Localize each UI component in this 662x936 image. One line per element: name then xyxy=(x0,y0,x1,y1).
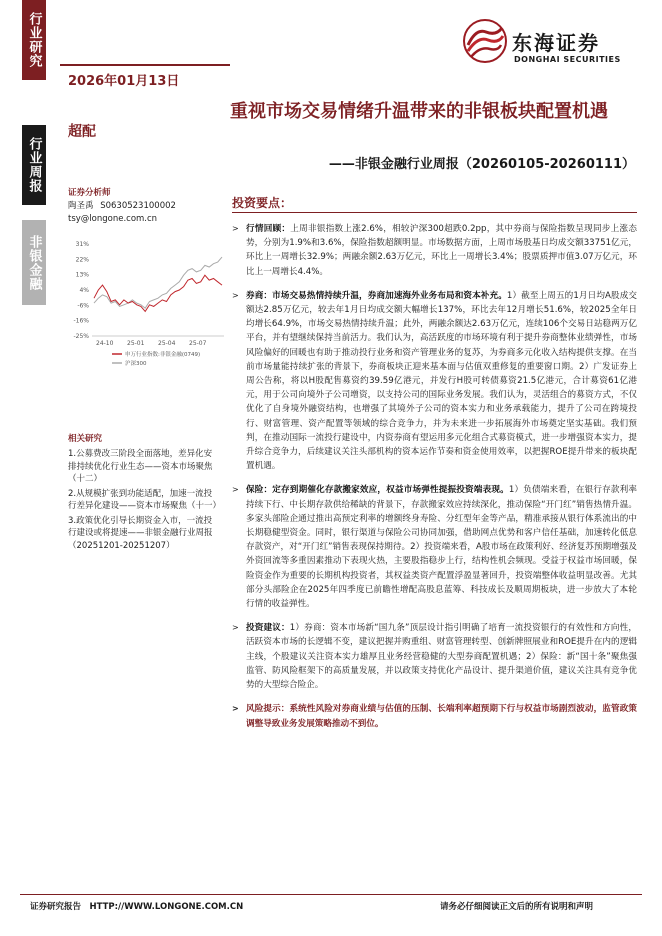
bullet-arrow-icon: > xyxy=(232,623,239,633)
footer-divider xyxy=(20,894,642,895)
rating-badge: 超配 xyxy=(68,124,96,140)
wave-logo-icon xyxy=(462,18,508,64)
key-points-divider xyxy=(232,212,637,213)
analyst-info xyxy=(68,200,176,212)
y-tick-label: 13% xyxy=(75,271,89,279)
y-tick-label: -25% xyxy=(73,333,89,340)
x-tick-label: 25-07 xyxy=(189,340,207,347)
bullet-arrow-icon: > xyxy=(232,704,239,714)
side-tab-middle-label: 行业周报 xyxy=(26,137,42,193)
report-title: 重视市场交易情绪升温带来的非银板块配置机遇 xyxy=(230,101,608,122)
side-tab-industry-research xyxy=(22,0,46,80)
bullet-arrow-icon: > xyxy=(232,290,239,300)
y-tick-label: -16% xyxy=(73,317,89,325)
bullet-arrow-icon: > xyxy=(232,485,239,495)
legend-label: 申万行业指数:非银金融(0749) xyxy=(125,352,201,358)
chart-svg xyxy=(68,236,228,376)
analyst-cert: S0630523100002 xyxy=(100,201,176,211)
y-tick-label: 31% xyxy=(75,241,89,248)
side-tab-sector xyxy=(22,220,46,305)
x-tick-label: 25-01 xyxy=(127,340,145,347)
analyst-label: 证券分析师 xyxy=(68,188,111,198)
bullet-text: 上周非银指数上涨2.6%，相较沪深300超跌0.2pp，其中券商与保险指数呈现同步上涨态势，分别为1.9%和3.6%，保险指数超额明显。市场数据方面，上周市场股基日均成交额33751亿元，环比上一周增长32.9%；两融余额2.63万亿元，环比上一周增长3.4%；股票质押市值3.07万亿元，环比上一周增长4.4%。 xyxy=(246,224,637,277)
bullet-insurance xyxy=(232,483,637,611)
series-line xyxy=(94,275,222,311)
related-title: 相关研究 xyxy=(68,434,103,444)
bullet-head: 行情回顾： xyxy=(246,224,291,234)
bullet-text: 1）券商：资本市场新“国九条”顶层设计指引明确了培育一流投资银行的有效性和方向性，活跃资本市场的长逻辑不变，建议把握并购重组、财富管理转型、创新牌照展业和ROE提升在内的逻辑主线，个股建议关注资本实力雄厚且业务经营稳健的大型券商配置机遇；2）保险：新“国十条”聚焦强监管、防风险框架下的高质量发展，并以政策支持优化产品设计、提升渠道价值，建议关注具有竞争优势的大型综合险企。 xyxy=(246,623,637,691)
bullet-head: 风险提示： xyxy=(246,704,290,715)
y-tick-label: -6% xyxy=(77,302,89,310)
footer-left-text: 证券研究报告 HTTP://WWW.LONGONE.COM.CN xyxy=(30,902,244,912)
bullet-investment-advice xyxy=(232,621,637,692)
related-item[interactable]: 2.从规模扩张到功能适配，加速一流投行差异化建设——资本市场聚焦（十一） xyxy=(68,488,222,511)
report-subtitle: ——非银金融行业周报（20260105-20260111） xyxy=(328,157,635,172)
bullet-brokers xyxy=(232,289,637,474)
x-tick-label: 24-10 xyxy=(96,340,114,347)
related-research xyxy=(68,432,222,552)
related-item[interactable]: 1.公募费改三阶段全面落地，差异化安排持续优化行业生态——资本市场聚焦（十二） xyxy=(68,449,213,484)
y-tick-label: 22% xyxy=(75,256,89,264)
bullet-market-review xyxy=(232,222,637,279)
analyst-name: 陶圣禹 xyxy=(68,201,94,211)
bullet-head: 保险：定存到期催化存款搬家效应，权益市场弹性提振投资端表现。 xyxy=(246,485,509,496)
bullet-text: 1）截至上周五的1月日均A股成交额达2.85万亿元，较去年1月日均成交额大幅增长137%，环比去年12月增长51.6%，较2025全年日均增长64.9%，市场交易热情持续升温；此外，两融余额达2.63万亿元，连续106个交易日站稳两万亿平台，并有望继续保持当前活力。我们认为，高活跃度的市场环境有利于提升券商整体业绩弹性，市场风险偏好的回暖也有助于推动投行业务和资产管理业务的复苏，为券商多元化收入结构提供支撑。在当前市场量能持续扩张的背景下，券商板块正迎来基本面与估值双重修复的重要窗口期。2）广发证券上周公告称，将以H股配售募资约39.59亿港元，并发行H股可转债募资21.5亿港元，合计募资61亿港元，用于公司向境外子公司增资，以支持公司的国际业务发展。我们认为，灵活组合的募资方式，不仅优化了自身境外融资结构，也增强了其境外子公司的资本实力和业务承载能力，提升了公司在跨境投行、财富管理、资产配置等领域的综合竞争力，并为未来进一步拓展海外市场奠定坚实基础。我们预判，在推动国际一流投行建设中，内资券商有望运用多元化组合式募资模式，进一步增强资本实力，提升综合竞争力，后续建议关注头部机构的资本运作节奏和资金使用效率，以把握ROE提升带来的板块配置机遇。 xyxy=(246,290,637,472)
brand-name-en: DONGHAI SECURITIES xyxy=(514,55,621,64)
side-tab-top-label: 行业研究 xyxy=(26,12,42,68)
bullet-risk-warning xyxy=(232,702,637,730)
side-tab-bottom-label: 非银金融 xyxy=(26,234,42,291)
brand-logo-mark xyxy=(462,18,508,64)
report-date: 2026年01月13日 xyxy=(68,74,180,89)
key-points-title: 投资要点： xyxy=(232,196,293,210)
side-tab-weekly xyxy=(22,125,46,205)
bullet-text: 系统性风险对券商业绩与估值的压制、长端利率超预期下行与权益市场剧烈波动，监管政策调整导致业务发展策略推动不到位。 xyxy=(246,704,637,729)
legend-label: 沪深300 xyxy=(125,361,147,367)
x-tick-label: 25-04 xyxy=(158,340,176,347)
bullet-arrow-icon: > xyxy=(232,224,239,233)
performance-chart xyxy=(68,236,228,376)
bullet-text: 1）负债端来看，在银行存款利率持续下行、中长期存款供给稀缺的背景下，存款搬家效应持续深化，推动保险“开门红”销售热情升温。多家头部险企通过推出高预定利率的增额终身寿险、分红型年金等产品，精准承接从银行体系流出的中长期稳健型资金。同时，银行渠道与保险公司协同加强，借助网点优势和客户信任基础，加速转化低息存款资产，对“开门红”销售表现保持期待。2）投资端来看，A股市场在政策利好、经济复苏预期增强及外资回流等多重因素推动下表现火热，主要股指稳步上行，结构性机会频现。受益于权益市场回暖，保险资金作为重要的长期机构投资者，其权益类资产配置浮盈显著回升，投资端整体收益明显改善。尤其部分头部险企在2025年四季度已前瞻性增配高股息蓝筹、科技成长及顺周期板块，进一步放大了本轮行情的收益弹性。 xyxy=(246,485,638,610)
footer-disclaimer: 请务必仔细阅读正文后的所有说明和声明 xyxy=(440,902,594,912)
key-points-list xyxy=(232,222,637,741)
analyst-email: tsy@longone.com.cn xyxy=(68,214,158,224)
header-divider xyxy=(60,64,230,66)
bullet-head: 券商：市场交易热情持续升温，券商加速海外业务布局和资本补充。 xyxy=(246,290,507,301)
bullet-head: 投资建议： xyxy=(246,623,290,634)
related-item[interactable]: 3.政策优化引导长期资金入市，一流投行建设或将提速——非银金融行业周报（20251201-20251207） xyxy=(68,515,213,551)
y-tick-label: 4% xyxy=(79,287,89,294)
brand-name: 东海证券 xyxy=(512,31,600,55)
